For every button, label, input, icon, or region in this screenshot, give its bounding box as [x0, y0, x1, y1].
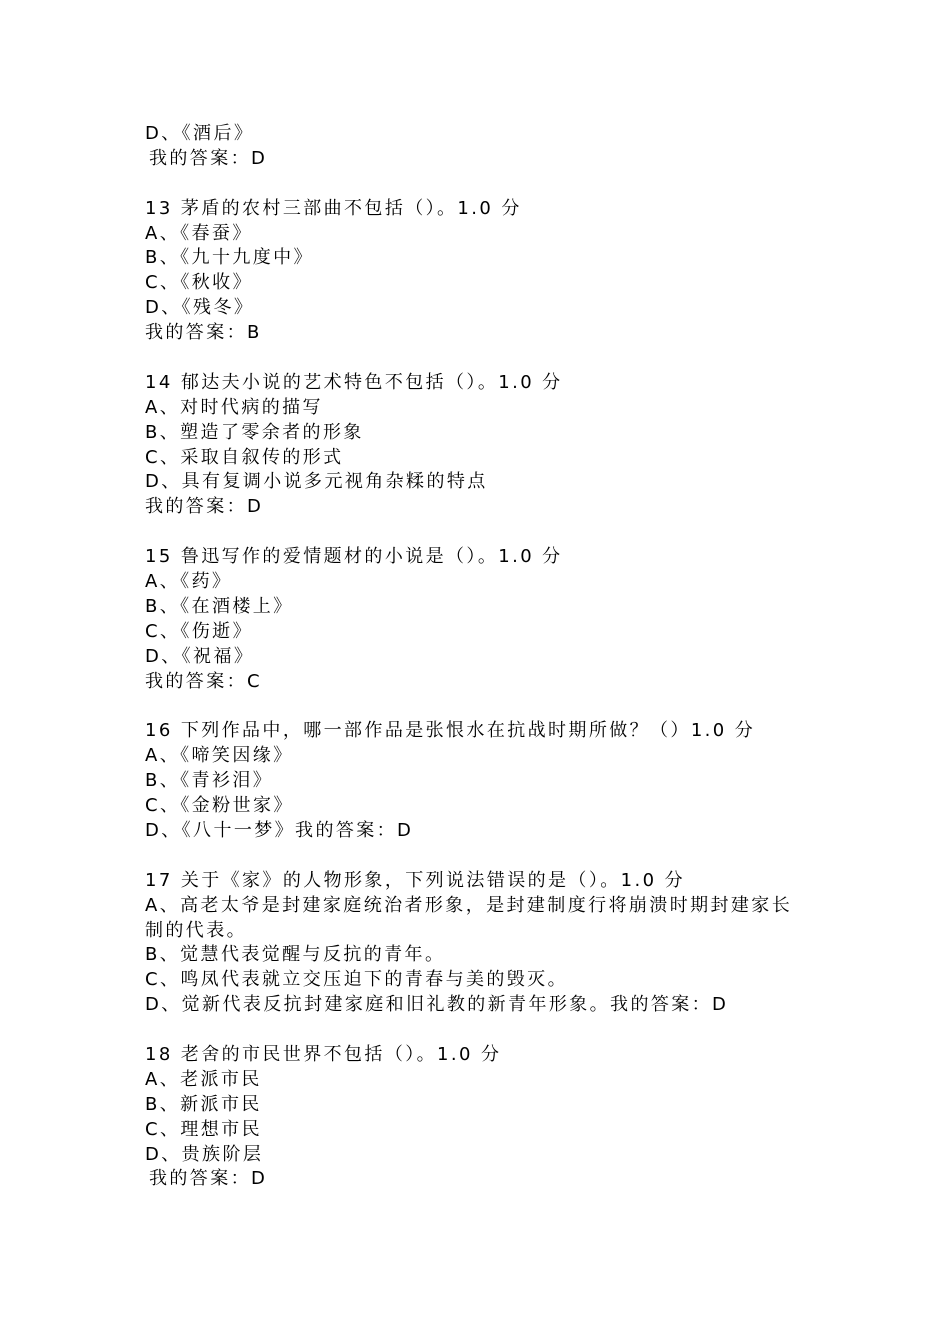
spacer	[145, 844, 845, 869]
option-b: B、《九十九度中》	[145, 247, 314, 269]
spacer	[145, 172, 845, 197]
spacer	[145, 1018, 845, 1043]
option-a: A、老派市民	[145, 1068, 262, 1090]
option-d: D、贵族阶层	[145, 1143, 264, 1165]
option-a: A、《春蚕》	[145, 222, 253, 244]
option-c: C、采取自叙传的形式	[145, 446, 344, 468]
option-c: C、鸣凤代表就立交压迫下的青春与美的毁灭。	[145, 969, 568, 991]
option-a: A、《药》	[145, 571, 233, 593]
question-17: 17 关于《家》的人物形象，下列说法错误的是（）。1.0 分	[145, 869, 685, 891]
option-b: B、塑造了零余者的形象	[145, 421, 364, 443]
spacer	[145, 346, 845, 371]
option-a: A、《啼笑因缘》	[145, 745, 294, 767]
option-c: C、《伤逝》	[145, 620, 253, 642]
my-answer: 我的答案：D	[145, 496, 264, 518]
option-d: D、《酒后》	[145, 123, 255, 144]
option-d: D、具有复调小说多元视角杂糅的特点	[145, 471, 488, 493]
document-page	[145, 122, 845, 1192]
spacer	[145, 520, 845, 545]
option-d: D、《残冬》	[145, 297, 255, 319]
option-d: D、《祝福》	[145, 645, 255, 667]
question-15: 15 鲁迅写作的爱情题材的小说是（）。1.0 分	[145, 546, 563, 568]
spacer	[145, 694, 845, 719]
option-b: B、《青衫泪》	[145, 770, 274, 792]
my-answer: 我的答案：B	[145, 322, 262, 344]
my-answer: 我的答案：D	[149, 1168, 268, 1190]
question-13: 13 茅盾的农村三部曲不包括（）。1.0 分	[145, 197, 522, 219]
question-16: 16 下列作品中，哪一部作品是张恨水在抗战时期所做？（）1.0 分	[145, 720, 756, 742]
option-a: A、对时代病的描写	[145, 396, 323, 418]
option-c: C、理想市民	[145, 1118, 262, 1140]
option-d: D、觉新代表反抗封建家庭和旧礼教的新青年形象。我的答案：D	[145, 994, 729, 1016]
option-b: B、新派市民	[145, 1093, 262, 1115]
option-c: C、《秋收》	[145, 272, 253, 294]
option-a: A、高老太爷是封建家庭统治者形象，是封建制度行将崩溃时期封建家长制的代表。	[145, 894, 793, 941]
my-answer: 我的答案：D	[149, 147, 268, 169]
option-b: B、觉慧代表觉醒与反抗的青年。	[145, 944, 446, 966]
option-d: D、《八十一梦》我的答案：D	[145, 819, 414, 841]
question-18: 18 老舍的市民世界不包括（）。1.0 分	[145, 1043, 502, 1065]
question-14: 14 郁达夫小说的艺术特色不包括（）。1.0 分	[145, 371, 563, 393]
option-c: C、《金粉世家》	[145, 795, 294, 817]
my-answer: 我的答案：C	[145, 670, 262, 692]
option-b: B、《在酒楼上》	[145, 595, 294, 617]
